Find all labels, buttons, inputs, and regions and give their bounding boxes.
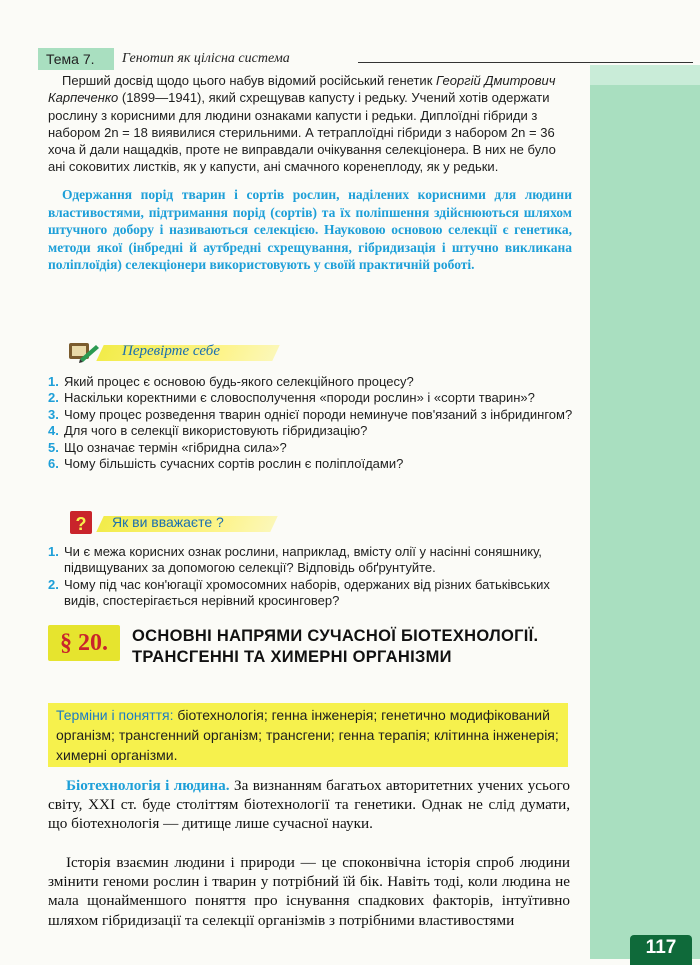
what-do-you-think-heading — [66, 512, 276, 534]
body-paragraph-1 — [48, 776, 570, 834]
section-number: § 20. — [48, 625, 120, 661]
question-number: 2. — [48, 390, 59, 406]
intro-text-start: Перший досвід щодо цього набув відомий російський генетик — [62, 73, 436, 88]
question-text: Чи є межа корисних ознак рослини, наприклад, вмісту олії у насінні соняшнику, підвищуваних за допомогою селекції? Відповідь обґрунтуйте. — [64, 544, 542, 576]
intro-text-end: (1899—1941), який схрещував капусту і редьку. Учений хотів одержати рослину з корисними для людини ознаками капусти і редьки. Диплоїдні гібриди з набором 2n = 18 виявилися стерильними. А тетраплоїдні гібриди з набором 2n = 36 хоча й дали нащадків, проте не виправдали очікування селекціонера. В них не було ані соковитих листків, як у капусти, ані смачного коренеплоду, як у редьки. — [48, 90, 556, 175]
what-do-you-think-questions — [48, 544, 573, 610]
sidebar-decor — [590, 85, 700, 959]
intro-paragraph — [48, 72, 573, 176]
question-item — [48, 407, 573, 423]
question-text: Чому процес розведення тварин однієї породи неминуче пов'язаний з інбридингом? — [64, 406, 573, 422]
question-item — [48, 577, 573, 610]
question-mark-icon — [66, 510, 100, 536]
paragraph-lead: Біотехнологія і людина. — [66, 777, 230, 794]
topic-title: Генотип як цілісна система — [122, 51, 290, 66]
section-title: ОСНОВНІ НАПРЯМИ СУЧАСНОЇ БІОТЕХНОЛОГІЇ. ТРАНСГЕННІ ТА ХИМЕРНІ ОРГАНІЗМИ — [132, 627, 539, 666]
question-item — [48, 456, 573, 472]
question-number: 6. — [48, 456, 59, 472]
topic-label: Тема 7. — [38, 48, 114, 70]
check-yourself-heading — [66, 341, 276, 363]
summary-paragraph: Одержання порід тварин і сортів рослин, наділених корисними для людини властивостями, підтримання порід (сортів) та їх поліпшення здійснюються шляхом штучного добору і називаються селекцією. Науковою основою селекції є генетика, методи якої (інбредні й аутбредні схрещування, гібридизація і штучно викликана поліплоїдія) селекціонери використовують у своїй практичній роботі. — [48, 187, 572, 273]
terms-box — [48, 703, 568, 767]
question-number: 1. — [48, 544, 59, 559]
body-paragraph-2: Історія взаємин людини і природи — це споконвічна історія спроб людини змінити геноми рослин і тварин у потрібний їй бік. Навіть тоді, коли людина не мала щонайменшого поняття про існування спадкових факторів, інтуїтивно шляхом гібридизації та селекції організмів з потрібними властивостями — [48, 854, 570, 929]
question-number: 2. — [48, 576, 59, 592]
book-pencil-icon — [66, 339, 100, 365]
question-number: 1. — [48, 374, 59, 389]
question-item — [48, 440, 573, 456]
scientist-name: Георгій Дмитрович Карпеченко — [48, 73, 556, 106]
terms-text: біотехнологія; генна інженерія; генетично модифікований організм; трансгенний організм; трансгени; генна терапія; клітинна інженерія; химерні організми. — [56, 707, 559, 763]
question-text: Чому більшість сучасних сортів рослин є поліплоїдами? — [64, 456, 404, 472]
question-text: Що означає термін «гібридна сила»? — [64, 439, 287, 455]
what-do-you-think-title: Як ви вважаєте ? — [112, 514, 224, 530]
paragraph-text: За визнанням багатьох авторитетних учених усього світу, XXI ст. буде століттям біотехнології та генетики. Однак не слід думати, що біотехнологія — дитище лише сучасної науки. — [48, 777, 570, 833]
question-item — [48, 423, 573, 439]
question-text: Для чого в селекції використовують гібридизацію? — [64, 423, 368, 439]
question-number: 4. — [48, 423, 59, 439]
question-text: Чому під час кон'югації хромосомних наборів, одержаних від різних батьківських видів, спостерігається нерівний кросинговер? — [64, 576, 550, 609]
question-text: Який процес є основою будь-якого селекційного процесу? — [64, 374, 414, 389]
header-rule — [358, 62, 693, 63]
question-item — [48, 544, 573, 577]
question-number: 5. — [48, 439, 59, 455]
terms-label: Терміни і поняття: — [56, 707, 174, 723]
question-number: 3. — [48, 406, 59, 422]
page-header — [38, 48, 693, 70]
question-item — [48, 374, 573, 390]
question-item — [48, 390, 573, 406]
question-text: Наскільки коректними є словосполучення «породи рослин» і «сорти тварин»? — [64, 390, 535, 406]
svg-text:?: ? — [75, 514, 87, 534]
check-yourself-questions — [48, 374, 573, 472]
page-number: 117 — [630, 935, 692, 965]
check-yourself-title: Перевірте себе — [122, 343, 220, 359]
